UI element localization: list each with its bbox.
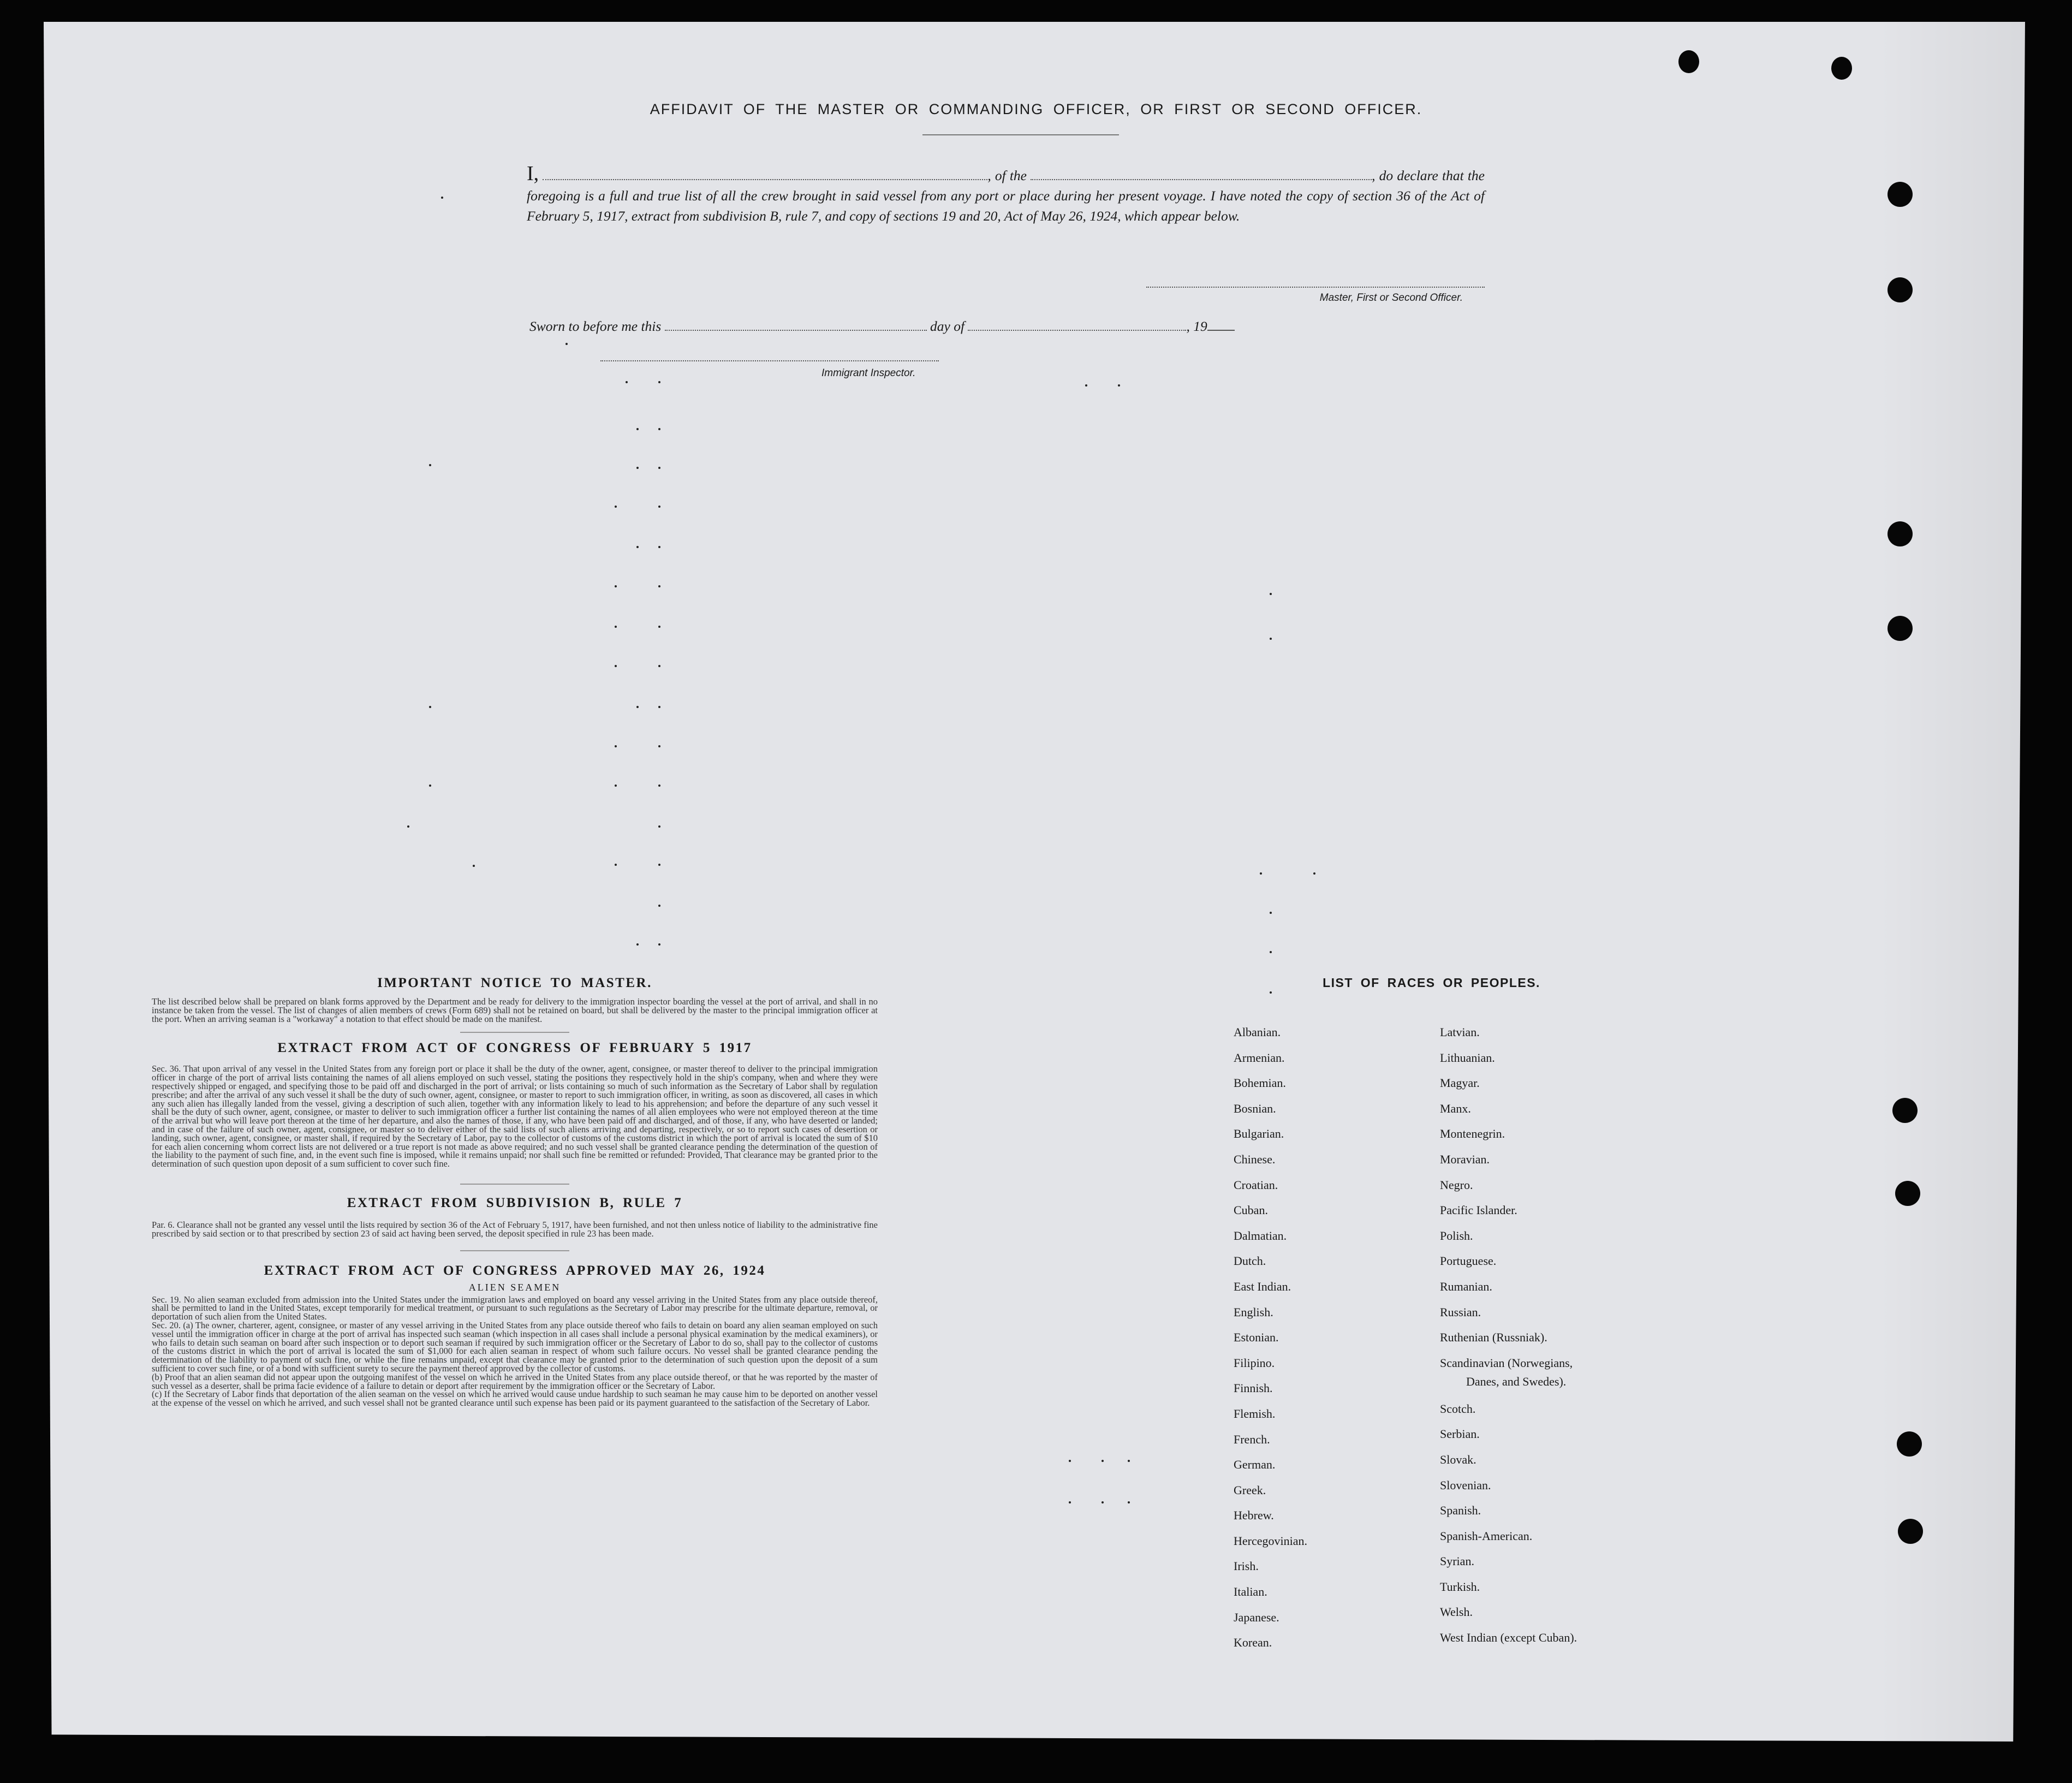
- affidavit-text: [527, 164, 1485, 226]
- race-item: Scotch.: [1440, 1401, 1476, 1416]
- do-declare-label: , do declare: [1372, 168, 1438, 183]
- scan-speck: [658, 546, 660, 548]
- extract-1924-sec19: Sec. 19. No alien seaman excluded from admission into the United States under the immigration laws and employed on board any vessel arriving in the United States from any place outside thereof, shall be permitted to land in the United States, except temporarily for medical treatment, or pursuant to such regulations as the Secretary of Labor may prescribe for the ultimate departure, removal, or deportation of such alien from the United States.: [152, 1294, 878, 1322]
- inspector-signature-line: [600, 360, 939, 361]
- race-item: Chinese.: [1234, 1152, 1276, 1166]
- race-item: Latvian.: [1440, 1025, 1480, 1039]
- extract-1924-title: EXTRACT FROM ACT OF CONGRESS APPROVED MAY 26, 1924: [264, 1263, 766, 1278]
- scan-speck: [565, 343, 568, 345]
- section-rule: [460, 1032, 569, 1033]
- race-item: Rumanian.: [1440, 1279, 1492, 1293]
- race-item: Irish.: [1234, 1559, 1259, 1573]
- race-item: Montenegrin.: [1440, 1127, 1505, 1141]
- race-item: German.: [1234, 1458, 1276, 1472]
- scan-speck: [626, 381, 628, 383]
- affidavit-statement: that the foregoing is a full and true list of all the crew brought in said vessel from any port or place during her present voyage. I have noted the copy of section 36 of the Act of February 5, 1917, extract from subdivision B, rule 7, and copy of sections 19 and 20, Act of May 26, 1924, which appear below.: [527, 168, 1485, 224]
- scan-speck: [1069, 1460, 1071, 1462]
- month-blank: [968, 330, 1186, 331]
- extract-1924-sec20: Sec. 20. (a) The owner, charterer, agent, consignee, or master of any vessel arriving in the United States from any place outside thereof who fails to detain on board any alien seaman employed on such vessel until the immigration officer in charge at the port of arrival has inspected such seaman (which inspection in all cases shall include a personal physical examination by the medical examiners), or who fails to detain such seaman on board after such inspection or to deport such seaman if required by such immigration officer or the Secretary of Labor to do so, shall pay to the collector of customs of the customs district in which the port of arrival is located the sum of $1,000 for each alien seaman in respect of whom such failure occurs. No vessel shall be granted clearance pending the determination of the liability to payment of such fine, or while the fine remains unpaid, except that clearance may be granted prior to the determination of such question upon the deposit of a sum sufficient to cover such fine, or of a bond with sufficient surety to secure the payment thereof approved by the collector of customs.: [152, 1320, 878, 1374]
- scan-speck: [1313, 872, 1315, 875]
- sworn-prefix: Sworn to before me this: [529, 318, 662, 334]
- of-the-label: , of the: [987, 168, 1027, 183]
- day-of-label: day of: [930, 318, 965, 334]
- race-item: Portuguese.: [1440, 1254, 1497, 1268]
- section-rule: [460, 1250, 569, 1251]
- notice-text: The list described below shall be prepared on blank forms approved by the Department and be ready for delivery to the immigration inspector boarding the vessel at the port of arrival, and shall in no instance be taken from the vessel. The list of changes of alien members of crews (Form 689) shall not be retained on board, but shall be delivered by the master to the principal immigration officer at the port. When an arriving seaman is a "workaway" a notation to that effect should be made on the manifest.: [152, 996, 878, 1024]
- scan-speck: [658, 428, 660, 430]
- master-signature-line: [1146, 287, 1485, 288]
- races-title: LIST OF RACES OR PEOPLES.: [1323, 976, 1540, 990]
- races-column-2: [1440, 1025, 1577, 1656]
- punch-hole: [1888, 277, 1913, 302]
- scan-speck: [1118, 384, 1120, 387]
- inspector-label: Immigrant Inspector.: [821, 367, 916, 379]
- scan-speck: [1085, 384, 1087, 387]
- punch-hole: [1678, 50, 1699, 73]
- race-item: Hebrew.: [1234, 1508, 1274, 1523]
- scan-speck: [636, 943, 639, 946]
- scan-speck: [615, 506, 617, 508]
- scan-speck: [429, 464, 431, 466]
- scan-speck: [1270, 638, 1272, 640]
- scan-speck: [658, 706, 660, 708]
- punch-hole: [1888, 182, 1913, 207]
- race-item: Welsh.: [1440, 1605, 1473, 1619]
- scan-speck: [658, 626, 660, 628]
- scan-speck: [658, 585, 660, 587]
- race-item: Bohemian.: [1234, 1076, 1286, 1090]
- race-item: [1440, 1356, 1577, 1402]
- affidavit-title: AFFIDAVIT OF THE MASTER OR COMMANDING OFFICER, OR FIRST OR SECOND OFFICER.: [650, 101, 1422, 117]
- punch-hole: [1898, 1519, 1923, 1544]
- race-item: Slovenian.: [1440, 1478, 1491, 1492]
- notice-title: IMPORTANT NOTICE TO MASTER.: [377, 976, 652, 990]
- races-column-1: [1234, 1025, 1307, 1661]
- extract-1924-subtitle: ALIEN SEAMEN: [468, 1281, 561, 1293]
- race-item: Manx.: [1440, 1101, 1471, 1115]
- scan-speck: [615, 665, 617, 667]
- race-item: Finnish.: [1234, 1381, 1273, 1395]
- race-item: Spanish-American.: [1440, 1529, 1533, 1543]
- affidavit-pronoun: I,: [527, 162, 539, 185]
- scan-speck: [658, 905, 660, 907]
- scan-speck: [636, 706, 639, 708]
- race-item: Lithuanian.: [1440, 1050, 1495, 1065]
- extract-1924-sec20c: (c) If the Secretary of Labor finds that deportation of the alien seaman on the vessel on which he arrived would cause undue hardship to such seaman he may cause him to be deported on another vessel at the expense of the vessel on which he arrived, and such vessel shall not be granted clearance until such expense has been paid or its payment guaranteed to the satisfaction of the Secretary of Labor.: [152, 1389, 878, 1408]
- scan-speck: [1128, 1501, 1130, 1503]
- race-item: Serbian.: [1440, 1427, 1480, 1441]
- scan-speck: [1270, 593, 1272, 595]
- scan-speck: [407, 825, 409, 828]
- race-item: English.: [1234, 1305, 1273, 1319]
- race-item: Negro.: [1440, 1178, 1473, 1192]
- punch-hole: [1895, 1181, 1920, 1206]
- race-item: Spanish.: [1440, 1503, 1481, 1518]
- scan-speck: [658, 381, 660, 383]
- race-item: Greek.: [1234, 1483, 1266, 1497]
- race-item: Dutch.: [1234, 1254, 1266, 1268]
- race-item: East Indian.: [1234, 1279, 1291, 1293]
- year-prefix: , 19: [1186, 318, 1207, 334]
- race-item: French.: [1234, 1432, 1270, 1446]
- race-item: Pacific Islander.: [1440, 1203, 1517, 1217]
- scan-speck: [658, 467, 660, 469]
- race-item: Hercegovinian.: [1234, 1534, 1307, 1548]
- punch-hole: [1892, 1098, 1918, 1123]
- vessel-blank: [1031, 179, 1372, 180]
- scan-speck: [615, 784, 617, 787]
- scan-speck: [636, 546, 639, 548]
- scan-speck: [615, 585, 617, 587]
- punch-hole: [1831, 57, 1852, 80]
- race-item: Bosnian.: [1234, 1101, 1276, 1115]
- extract-1924-sec20b: (b) Proof that an alien seaman did not appear upon the outgoing manifest of the vessel on which he arrived in the United States from any place outside thereof, or that he was reported by the master of such vessel as a deserter, shall be prima facie evidence of a failure to detain or deport after requirement by the immigration officer or the Secretary of Labor.: [152, 1371, 878, 1391]
- punch-hole: [1897, 1431, 1922, 1457]
- race-item: Albanian.: [1234, 1025, 1281, 1039]
- scan-speck: [636, 467, 639, 469]
- race-item: Japanese.: [1234, 1610, 1279, 1624]
- race-item: Italian.: [1234, 1585, 1267, 1599]
- scan-speck: [441, 197, 443, 199]
- race-item: Ruthenian (Russniak).: [1440, 1330, 1547, 1345]
- scan-speck: [658, 943, 660, 946]
- race-item: Filipino.: [1234, 1356, 1275, 1370]
- scan-speck: [473, 865, 475, 867]
- race-item: Armenian.: [1234, 1050, 1285, 1065]
- scan-speck: [658, 864, 660, 866]
- master-signature-label: Master, First or Second Officer.: [1319, 292, 1463, 304]
- extract-1917-text: Sec. 36. That upon arrival of any vessel in the United States from any foreign port or place it shall be the duty of the owner, agent, consignee, or master thereof to deliver to the principal immigration officer in charge of the port of arrival lists containing the names of all aliens employed on such vessel, stating the positions they respectively hold in the ship's company, when and where they were respectively shipped or engaged, and specifying those to be paid off and discharged in the port of arrival; or lists containing so much of such information as the Secretary of Labor shall by regulation prescribe; and after the arrival of any such vessel it shall be the duty of such owner, agent, consignee, or master to report to such immigration officer, in writing, as soon as discovered, all cases in which any such alien has illegally landed from the vessel, giving a description of such alien, together with any information likely to lead to his apprehension; and before the departure of any such vessel it shall be the duty of such owner, agent, consignee, or master to deliver to such immigration officer a further list containing the names of all alien employees who were not employed thereon at the time of the arrival but who will leave port thereon at the time of her departure, and also the names of those, if any, who have been paid off and discharged, and of those, if any, who have deserted or landed; and in case of the failure of such owner, agent, consignee, or master so to deliver either of the said lists of such aliens arriving and departing, respectively, or so to report such cases of desertion or landing, such owner, agent, consignee, or master shall, if required by the Secretary of Labor, pay to the collector of customs of the customs district in which the port of arrival is located the sum of $10 for each alien concerning whom correct lists are not delivered or a true report is not made as above required; and no such vessel shall be granted clearance pending the determination of the question of the liability to the payment of such fine, and, in the event such fine is imposed, while it remains unpaid; nor shall such fine be remitted or refunded: Provided, That clearance may be granted prior to the determination of such question upon deposit of a sum sufficient to cover such fine.: [152, 1063, 878, 1169]
- scan-speck: [1102, 1460, 1104, 1462]
- scan-speck: [658, 784, 660, 787]
- race-item: Russian.: [1440, 1305, 1481, 1319]
- scan-speck: [1128, 1460, 1130, 1462]
- title-rule: [922, 134, 1119, 135]
- scan-speck: [658, 745, 660, 747]
- scan-speck: [658, 506, 660, 508]
- day-blank: [665, 330, 927, 331]
- race-item: Slovak.: [1440, 1452, 1476, 1466]
- scan-speck: [429, 706, 431, 708]
- extract-1917-title: EXTRACT FROM ACT OF CONGRESS OF FEBRUARY 5 1917: [277, 1041, 752, 1056]
- scan-speck: [1270, 991, 1272, 994]
- scan-speck: [615, 864, 617, 866]
- notice-section: [152, 976, 878, 1407]
- race-item: Flemish.: [1234, 1406, 1276, 1421]
- document-sheet: [44, 22, 2025, 1742]
- scan-speck: [658, 825, 660, 828]
- punch-hole: [1888, 521, 1913, 546]
- scan-speck: [1270, 951, 1272, 953]
- scan-speck: [636, 428, 639, 430]
- race-item: Korean.: [1234, 1636, 1272, 1650]
- race-item: Polish.: [1440, 1228, 1473, 1243]
- race-item: Syrian.: [1440, 1554, 1474, 1568]
- scan-speck: [658, 665, 660, 667]
- section-rule: [460, 1184, 569, 1185]
- race-item-line: Danes, and Swedes).: [1466, 1374, 1567, 1388]
- race-item: Bulgarian.: [1234, 1127, 1284, 1141]
- scan-speck: [1270, 912, 1272, 914]
- extract-rule7-text: Par. 6. Clearance shall not be granted any vessel until the lists required by section 36 of the Act of February 5, 1917, have been furnished, and not then unless notice of liability to the administrative fine prescribed by said section or to that prescribed by section 23 of said act having been served, the deposit specified in rule 23 has been made.: [152, 1219, 878, 1239]
- race-item: Moravian.: [1440, 1152, 1490, 1166]
- scan-speck: [1069, 1501, 1071, 1503]
- race-item: Magyar.: [1440, 1076, 1480, 1090]
- scan-speck: [429, 784, 431, 787]
- race-item: Dalmatian.: [1234, 1228, 1287, 1243]
- race-item: Croatian.: [1234, 1178, 1278, 1192]
- scan-speck: [1260, 872, 1262, 875]
- race-item-line: Scandinavian (Norwegians,: [1440, 1356, 1573, 1370]
- sworn-statement: [529, 318, 1235, 335]
- name-blank: [543, 179, 987, 180]
- race-item: Cuban.: [1234, 1203, 1268, 1217]
- extract-rule7-title: EXTRACT FROM SUBDIVISION B, RULE 7: [347, 1195, 683, 1210]
- race-item: West Indian (except Cuban).: [1440, 1631, 1577, 1645]
- punch-hole: [1888, 616, 1913, 641]
- scan-speck: [615, 745, 617, 747]
- race-item: Turkish.: [1440, 1579, 1480, 1594]
- scan-speck: [1102, 1501, 1104, 1503]
- race-item: Estonian.: [1234, 1330, 1279, 1345]
- scan-speck: [615, 626, 617, 628]
- year-blank: [1207, 330, 1235, 331]
